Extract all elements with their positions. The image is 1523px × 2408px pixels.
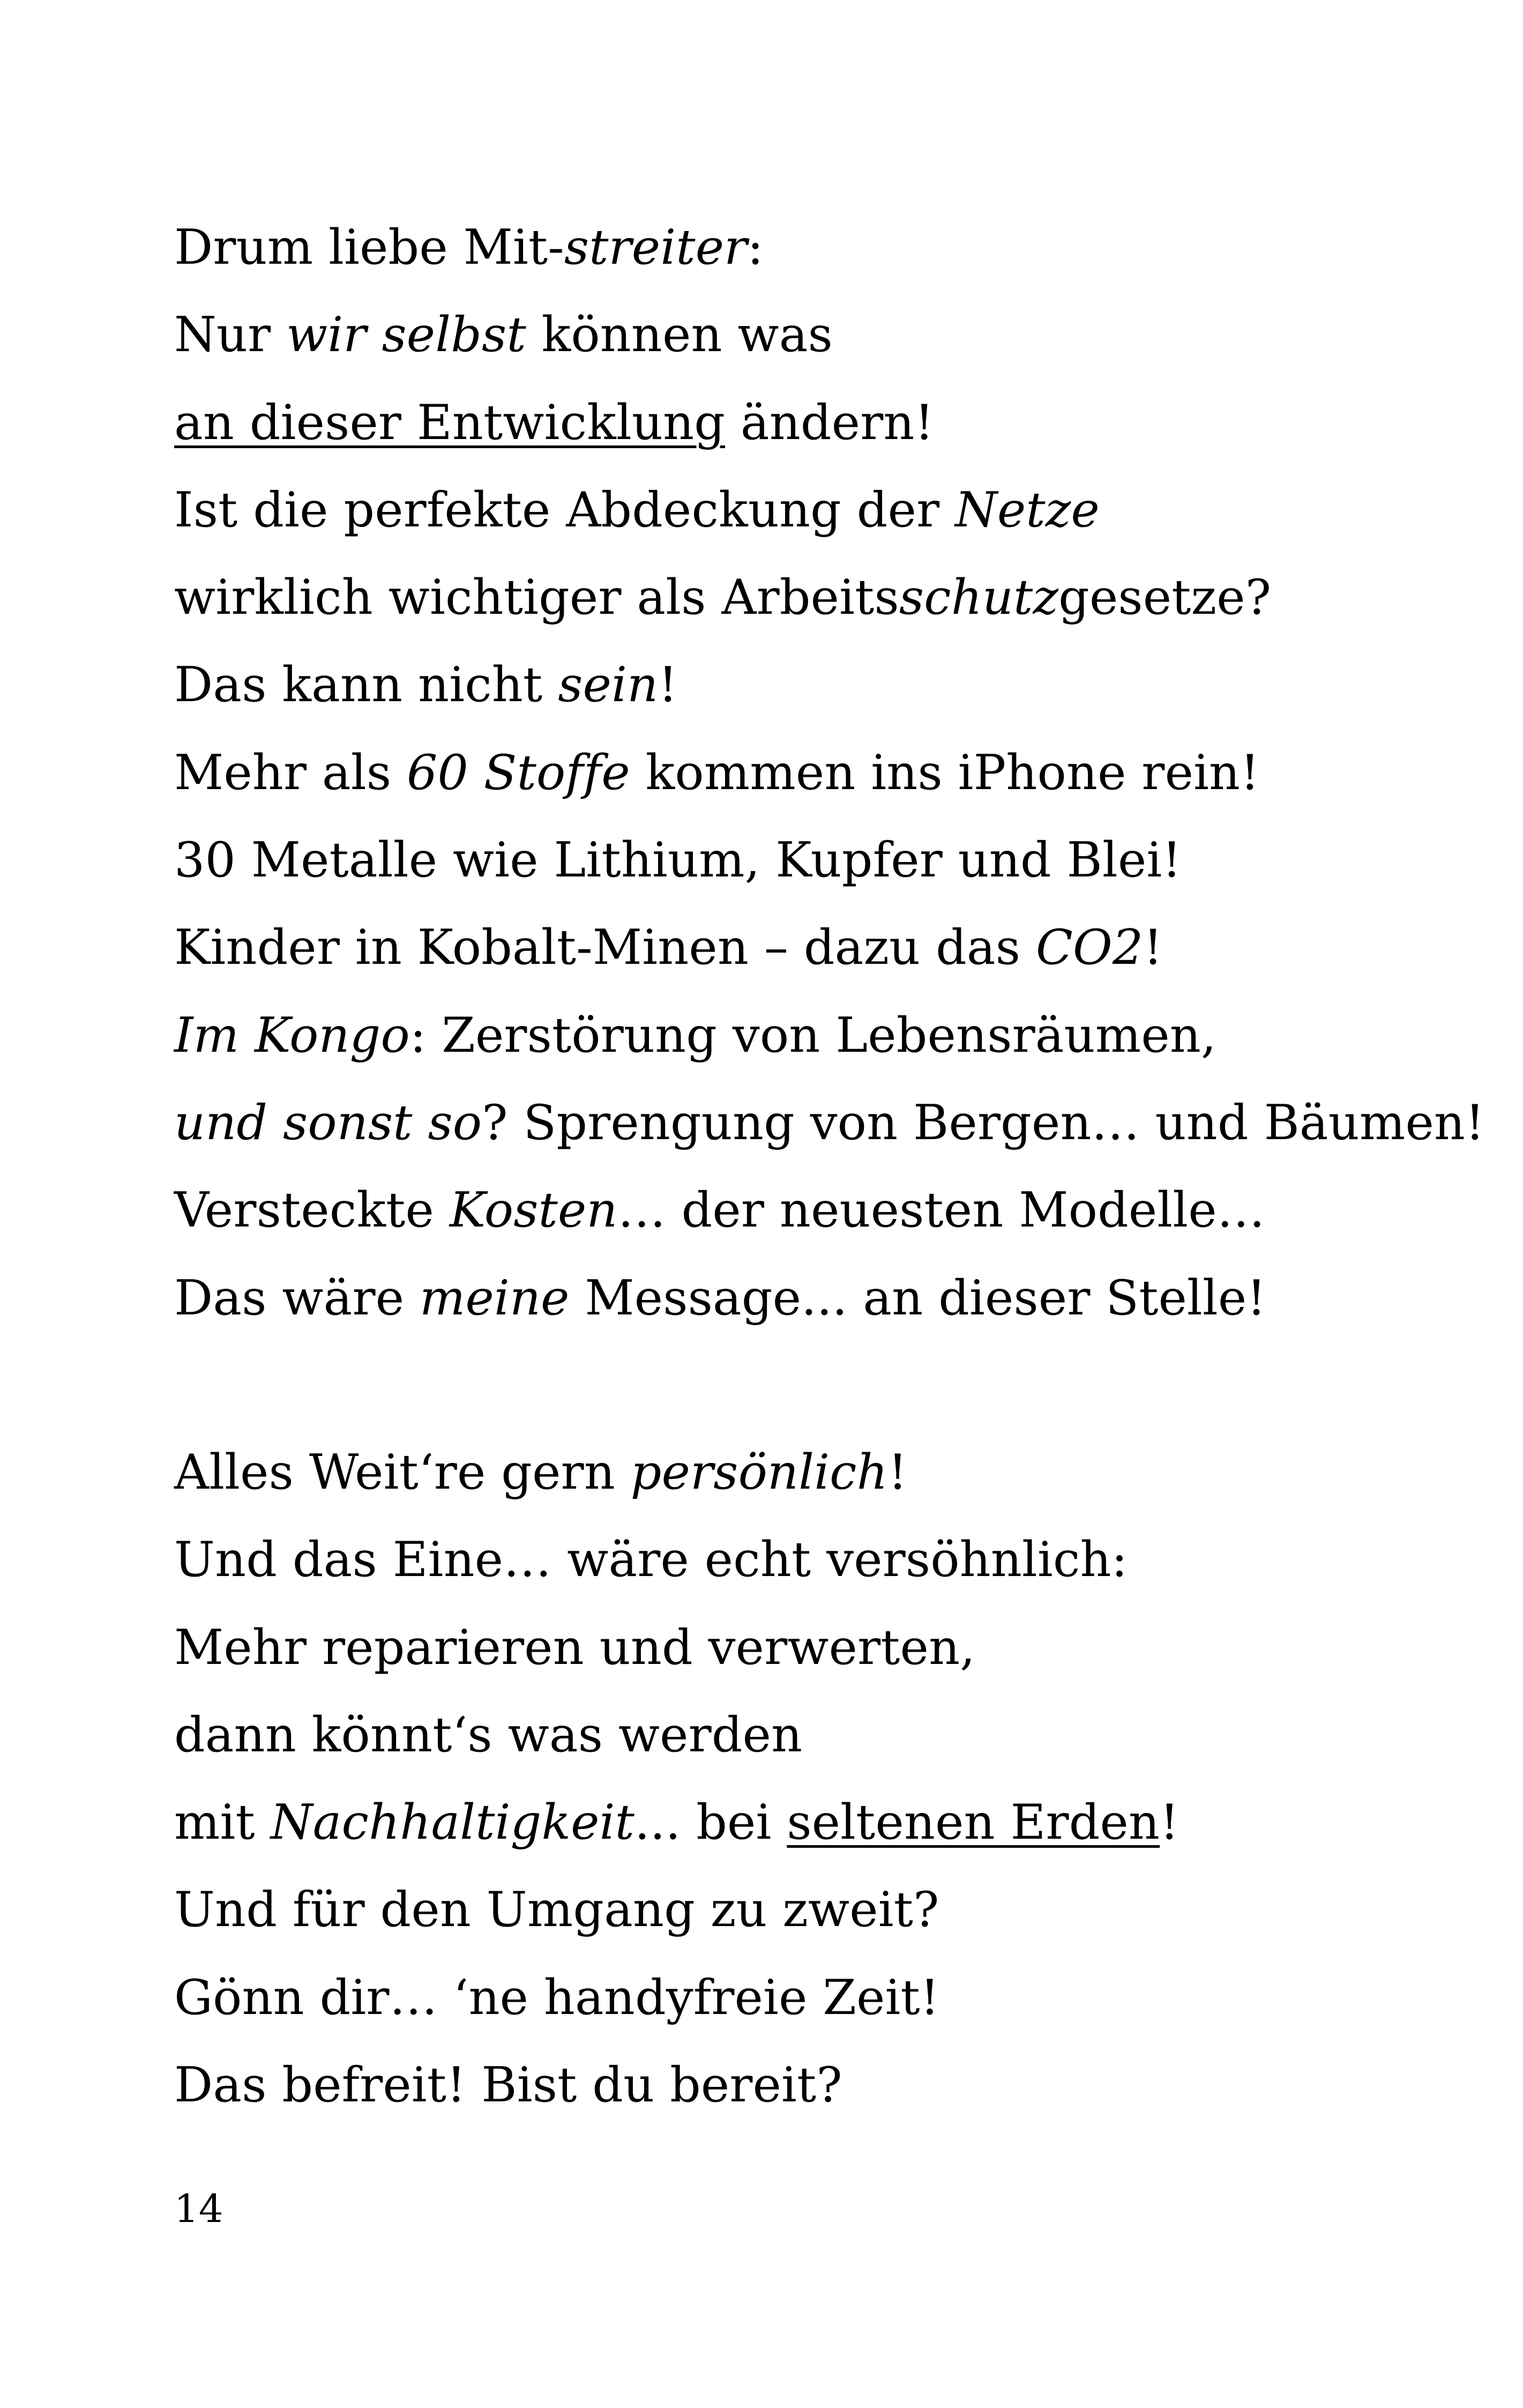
page-number: 14 [174, 2186, 223, 2231]
poem-line: Das befreit! Bist du bereit? [174, 2057, 842, 2113]
poem-line: Nur wir selbst können was [174, 307, 833, 363]
poem-line: Das wäre meine Message... an dieser Stelle! [174, 1270, 1266, 1326]
poem-line: Kinder in Kobalt-Minen – dazu das CO2! [174, 919, 1163, 976]
poem-line: Alles Weit‘re gern persönlich! [174, 1444, 908, 1500]
poem-line: Das kann nicht sein! [174, 657, 678, 713]
poem-line: 30 Metalle wie Lithium, Kupfer und Blei! [174, 832, 1182, 888]
poem-line: Im Kongo: Zerstörung von Lebensräumen, [174, 1007, 1216, 1064]
poem-line: dann könnt‘s was werden [174, 1707, 803, 1763]
poem-line: und sonst so? Sprengung von Bergen… und Bäumen! [174, 1095, 1485, 1151]
poem-line: mit Nachhaltigkeit... bei seltenen Erden! [174, 1794, 1179, 1850]
poem-line: an dieser Entwicklung ändern! [174, 395, 934, 451]
poem-line: Mehr als 60 Stoffe kommen ins iPhone rein! [174, 745, 1260, 801]
poem-line: Ist die perfekte Abdeckung der Netze [174, 482, 1100, 538]
poem-line: Drum liebe Mit-streiter: [174, 219, 764, 276]
poem-line: Und für den Umgang zu zweit? [174, 1882, 939, 1938]
poem-line: Gönn dir… ‘ne handyfreie Zeit! [174, 1969, 940, 2026]
poem-line: Und das Eine… wäre echt versöhnlich: [174, 1532, 1128, 1588]
poem-line: wirklich wichtiger als Arbeitsschutzgesetze? [174, 569, 1272, 626]
poem-line: Mehr reparieren und verwerten, [174, 1619, 976, 1676]
poem-line: Versteckte Kosten… der neuesten Modelle… [174, 1182, 1266, 1238]
